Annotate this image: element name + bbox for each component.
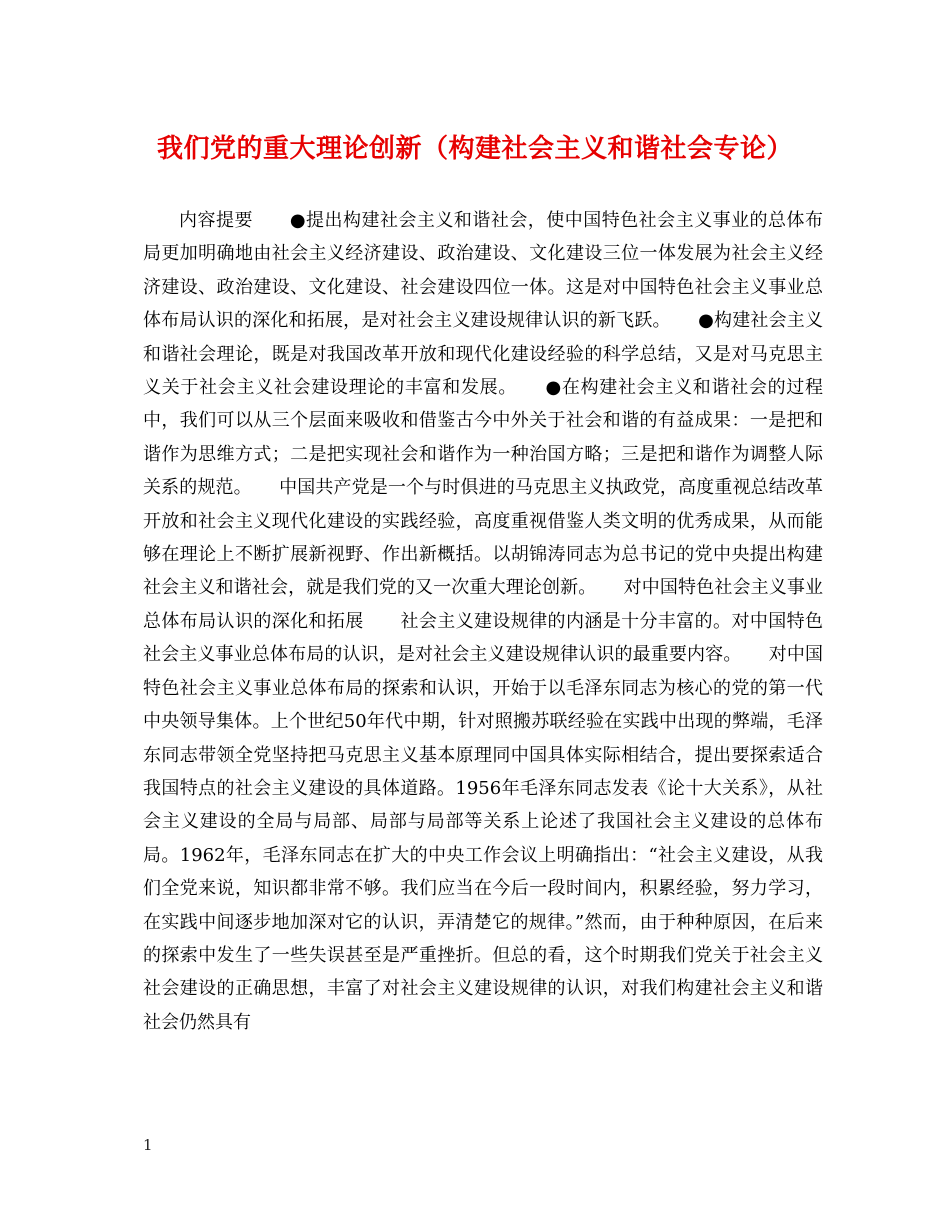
document-body-text: 内容提要 ●提出构建社会主义和谐社会，使中国特色社会主义事业的总体布局更加明确地由社会主义经济建设、政治建设、文化建设三位一体发展为社会主义经济建设、政治建设、文化建设、社会建设四位一体。这是对中国特色社会主义事业总体布局认识的深化和拓展，是对社会主义建设规律认识的新飞跃。 ●构建社会主义和谐社会理论，既是对我国改革开放和现代化建设经验的科学总结，又是对马克思主义关于社会主义社会建设理论的丰富和发展。 ●在构建社会主义和谐社会的过程中，我们可以从三个层面来吸收和借鉴古今中外关于社会和谐的有益成果：一是把和谐作为思维方式；二是把实现社会和谐作为一种治国方略；三是把和谐作为调整人际关系的规范。 中国共产党是一个与时俱进的马克思主义执政党，高度重视总结改革开放和社会主义现代化建设的实践经验，高度重视借鉴人类文明的优秀成果，从而能够在理论上不断扩展新视野、作出新概括。以胡锦涛同志为总书记的党中央提出构建社会主义和谐社会，就是我们党的又一次重大理论创新。 对中国特色社会主义事业总体布局认识的深化和拓展 社会主义建设规律的内涵是十分丰富的。对中国特色社会主义事业总体布局的认识，是对社会主义建设规律认识的最重要内容。 对中国特色社会主义事业总体布局的探索和认识，开始于以毛泽东同志为核心的党的第一代中央领导集体。上个世纪50年代中期，针对照搬苏联经验在实践中出现的弊端，毛泽东同志带领全党坚持把马克思主义基本原理同中国具体实际相结合，提出要探索适合我国特点的社会主义建设的具体道路。1956年毛泽东同志发表《论十大关系》，从社会主义建设的全局与局部、局部与局部等关系上论述了我国社会主义建设的总体布局。1962年，毛泽东同志在扩大的中央工作会议上明确指出：“社会主义建设，从我们全党来说，知识都非常不够。我们应当在今后一段时间内，积累经验，努力学习，在实践中间逐步地加深对它的认识，弄清楚它的规律。”然而，由于种种原因，在后来的探索中发生了一些失误甚至是严重挫折。但总的看，这个时期我们党关于社会主义社会建设的正确思想，丰富了对社会主义建设规律的认识，对我们构建社会主义和谐社会仍然具有 — [143, 210, 823, 1033]
document-title: 我们党的重大理论创新（构建社会主义和谐社会专论） — [156, 134, 793, 164]
page-number: 1 — [143, 1136, 153, 1154]
